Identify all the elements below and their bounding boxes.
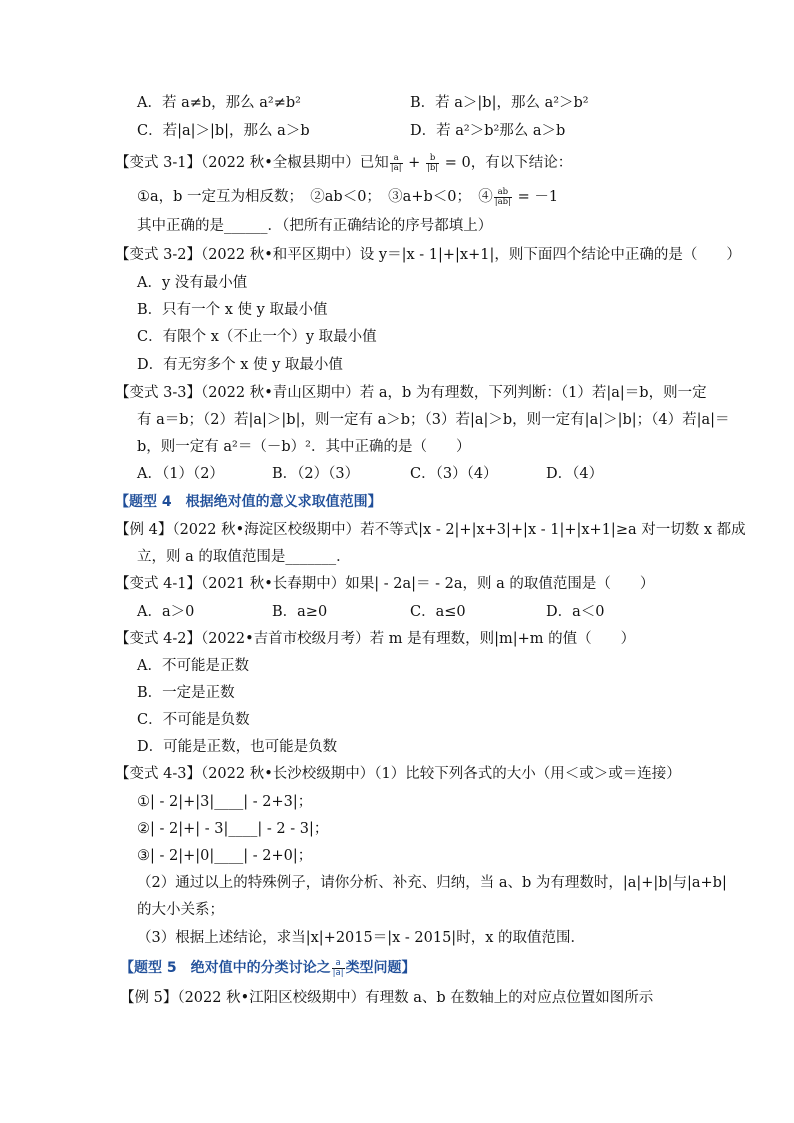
option-4-2-d: D．可能是正数，也可能是负数 — [137, 739, 338, 755]
option-4-2-b: B．一定是正数 — [137, 685, 235, 701]
option-4-1-a: A．a＞0 — [137, 604, 195, 620]
option-3-0-b: B．若 a＞|b|，那么 a²＞b² — [410, 95, 589, 111]
question-4-3-item-3: ③| - 2|+|0|____| - 2+0|； — [137, 848, 313, 864]
option-4-2-c: C．不可能是负数 — [137, 712, 250, 728]
question-3-3-stem-line1: 【变式 3-3】（2022 秋•青山区期中）若 a，b 为有理数，下列判断：（1）若|a|＝b，则一定 — [115, 385, 707, 401]
question-3-1-stem: 【变式 3-1】（2022 秋•全椒县期中）已知 $\frac{a}{|a|}$ + $\frac{b}{|b|}$ = 0，有以下结论： — [115, 152, 573, 173]
option-3-0-a: A．若 a≠b，那么 a²≠b² — [137, 95, 301, 111]
question-3-1-answer-blank: 其中正确的是______．（把所有正确结论的序号都填上） — [137, 218, 493, 234]
option-4-2-a: A．不可能是正数 — [137, 658, 249, 674]
question-4-3-part-2-line2: 的大小关系； — [137, 902, 224, 918]
question-4-2-stem: 【变式 4-2】（2022•吉首市校级月考）若 m 是有理数，则|m|+m 的值（ ） — [115, 631, 636, 647]
example-4-stem-line2: 立，则 a 的取值范围是_______． — [137, 549, 351, 565]
option-4-1-b: B．a≥0 — [272, 604, 328, 620]
question-3-2-stem: 【变式 3-2】（2022 秋•和平区期中）设 y＝|x - 1|+|x+1|，则下面四个结论中正确的是（ ） — [115, 247, 741, 263]
option-3-2-d: D．有无穷多个 x 使 y 取最小值 — [137, 357, 343, 373]
fraction-ab-over-abs-ab: $\frac{ab}{|ab|}$ — [494, 186, 511, 207]
option-3-3-b: B．（2）（3） — [272, 466, 360, 482]
fraction-b-over-abs-b: $\frac{b}{|b|}$ — [426, 152, 439, 173]
question-4-1-stem: 【变式 4-1】（2021 秋•长春期中）如果| - 2a|＝ - 2a，则 a 的取值范围是（ ） — [115, 576, 655, 592]
option-3-2-a: A．y 没有最小值 — [137, 275, 248, 291]
option-3-2-c: C．有限个 x（不止一个）y 取最小值 — [137, 329, 377, 345]
section-heading-4: 【题型 4 根据绝对值的意义求取值范围】 — [115, 494, 382, 510]
example-4-stem-line1: 【例 4】（2022 秋•海淀区校级期中）若不等式|x - 2|+|x+3|+|x - 1|+|x+1|≥a 对一切数 x 都成 — [115, 522, 746, 538]
option-3-0-d: D．若 a²＞b²那么 a＞b — [410, 123, 566, 139]
question-3-3-stem-line3: b，则一定有 a²＝（－b）²．其中正确的是（ ） — [137, 439, 471, 455]
question-4-3-item-1: ①| - 2|+|3|____| - 2+3|； — [137, 794, 313, 810]
question-4-3-item-2: ②| - 2|+| - 3|____| - 2 - 3|； — [137, 821, 329, 837]
option-3-3-a: A．（1）（2） — [137, 466, 224, 482]
question-4-3-stem: 【变式 4-3】（2022 秋•长沙校级期中）（1）比较下列各式的大小（用＜或＞或＝连接） — [115, 766, 681, 782]
question-3-1-conclusions: ①a，b 一定互为相反数； ②ab＜0； ③a+b＜0； ④ $\frac{ab}{|ab|}$ = －1 — [137, 186, 559, 207]
option-4-1-d: D．a＜0 — [546, 604, 605, 620]
example-5-stem: 【例 5】（2022 秋•江阳区校级期中）有理数 a、b 在数轴上的对应点位置如图所示 — [120, 990, 654, 1006]
question-3-3-stem-line2: 有 a＝b；（2）若|a|＞|b|，则一定有 a＞b；（3）若|a|＞b，则一定有|a|＞|b|；（4）若|a|＝ — [137, 412, 730, 428]
section-heading-5: 【题型 5 绝对值中的分类讨论之 $\frac{a}{|a|}$ 类型问题】 — [120, 957, 416, 978]
question-4-3-part-2-line1: （2）通过以上的特殊例子，请你分析、补充、归纳，当 a、b 为有理数时，|a|+|b|与|a+b| — [137, 875, 727, 891]
question-4-3-part-3: （3）根据上述结论，求当|x|+2015＝|x - 2015|时，x 的取值范围． — [137, 930, 585, 946]
option-4-1-c: C．a≤0 — [410, 604, 466, 620]
option-3-0-c: C．若|a|＞|b|，那么 a＞b — [137, 123, 310, 139]
fraction-a-over-abs-a: $\frac{a}{|a|}$ — [390, 152, 402, 173]
option-3-3-c: C．（3）（4） — [410, 466, 498, 482]
option-3-2-b: B．只有一个 x 使 y 取最小值 — [137, 302, 328, 318]
option-3-3-d: D．（4） — [546, 466, 604, 482]
fraction-a-over-abs-a-heading: $\frac{a}{|a|}$ — [332, 957, 344, 978]
